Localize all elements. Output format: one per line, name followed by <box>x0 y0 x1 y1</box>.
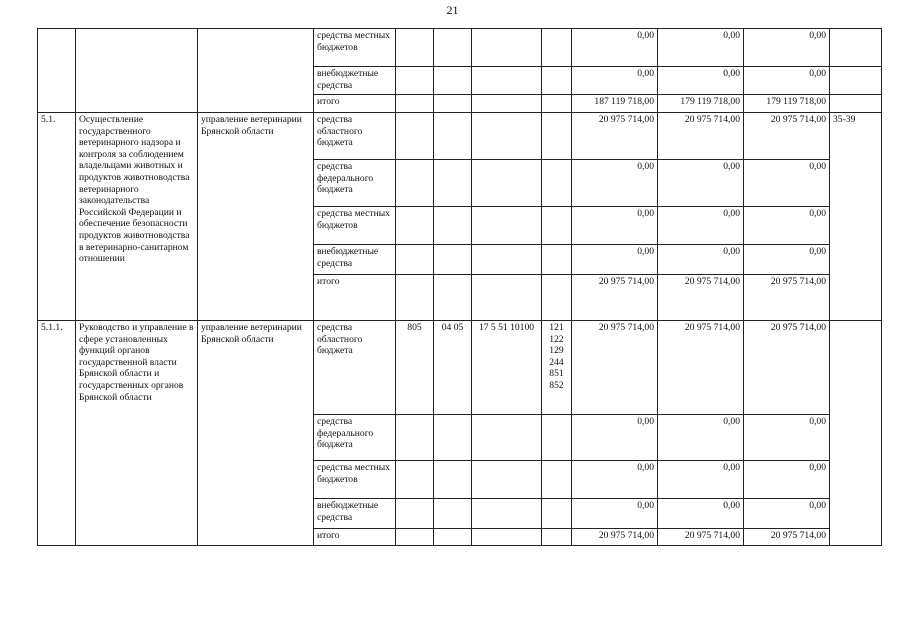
amount-cell: 0,00 <box>572 67 658 95</box>
source-name: средства местных бюджетов <box>314 29 396 67</box>
source-name: итого <box>314 95 396 113</box>
amount-cell: 0,00 <box>744 499 830 529</box>
table-row <box>38 113 882 160</box>
activity-title: Осуществление государственного ветеринарного надзора и контроля за соблюдением владельцами животных и продуктов животноводства ветеринарного законодательства Российской Федерации и обеспечение безопасности продуктов животноводства в ветеринарно-санитарном отношении <box>76 113 198 321</box>
activity-title: Руководство и управление в сфере установленных функций органов государственной власти Брянской области и государственных органов Брянской области <box>76 321 198 546</box>
executor: управление ветеринарии Брянской области <box>198 113 314 321</box>
amount-cell: 0,00 <box>744 245 830 275</box>
amount-cell: 0,00 <box>744 415 830 461</box>
amount-cell: 0,00 <box>744 207 830 245</box>
amount-cell: 20 975 714,00 <box>572 275 658 321</box>
amount-cell: 187 119 718,00 <box>572 95 658 113</box>
row-index: 5.1.1. <box>38 321 76 546</box>
amount-cell: 20 975 714,00 <box>744 529 830 546</box>
page-number: 21 <box>446 3 459 17</box>
amount-cell: 0,00 <box>658 207 744 245</box>
amount-cell: 20 975 714,00 <box>572 529 658 546</box>
indicator-ref: 35-39 <box>830 113 882 321</box>
budget-table <box>37 28 882 546</box>
source-name: внебюджетные средства <box>314 67 396 95</box>
amount-cell: 0,00 <box>658 415 744 461</box>
table-row <box>38 321 882 415</box>
table-row <box>38 29 882 67</box>
target-article-code: 17 5 51 10100 <box>472 321 542 415</box>
grbs-code: 805 <box>396 321 434 415</box>
source-name: внебюджетные средства <box>314 245 396 275</box>
amount-cell: 0,00 <box>572 499 658 529</box>
amount-cell: 0,00 <box>744 29 830 67</box>
amount-cell: 20 975 714,00 <box>744 321 830 415</box>
amount-cell: 20 975 714,00 <box>658 321 744 415</box>
source-name: внебюджетные средства <box>314 499 396 529</box>
amount-cell: 20 975 714,00 <box>744 113 830 160</box>
source-name: средства областного бюджета <box>314 113 396 160</box>
amount-cell: 0,00 <box>658 160 744 207</box>
amount-cell: 0,00 <box>658 499 744 529</box>
amount-cell: 0,00 <box>744 160 830 207</box>
amount-cell: 0,00 <box>572 207 658 245</box>
source-name: итого <box>314 529 396 546</box>
amount-cell: 20 975 714,00 <box>658 275 744 321</box>
source-name: средства областного бюджета <box>314 321 396 415</box>
amount-cell: 0,00 <box>572 245 658 275</box>
expense-type-codes: 121 122 129 244 851 852 <box>542 321 572 415</box>
executor: управление ветеринарии Брянской области <box>198 321 314 546</box>
amount-cell: 0,00 <box>658 245 744 275</box>
amount-cell: 0,00 <box>572 461 658 499</box>
amount-cell: 179 119 718,00 <box>744 95 830 113</box>
source-name: средства федерального бюджета <box>314 160 396 207</box>
amount-cell: 0,00 <box>744 461 830 499</box>
source-name: итого <box>314 275 396 321</box>
amount-cell: 20 975 714,00 <box>744 275 830 321</box>
section-code: 04 05 <box>434 321 472 415</box>
amount-cell: 0,00 <box>572 29 658 67</box>
source-name: средства местных бюджетов <box>314 207 396 245</box>
amount-cell: 0,00 <box>658 461 744 499</box>
source-name: средства федерального бюджета <box>314 415 396 461</box>
amount-cell: 0,00 <box>744 67 830 95</box>
amount-cell: 0,00 <box>572 415 658 461</box>
amount-cell: 179 119 718,00 <box>658 95 744 113</box>
amount-cell: 0,00 <box>658 29 744 67</box>
amount-cell: 20 975 714,00 <box>572 321 658 415</box>
amount-cell: 20 975 714,00 <box>572 113 658 160</box>
source-name: средства местных бюджетов <box>314 461 396 499</box>
amount-cell: 0,00 <box>658 67 744 95</box>
amount-cell: 20 975 714,00 <box>658 113 744 160</box>
amount-cell: 20 975 714,00 <box>658 529 744 546</box>
row-index: 5.1. <box>38 113 76 321</box>
amount-cell: 0,00 <box>572 160 658 207</box>
